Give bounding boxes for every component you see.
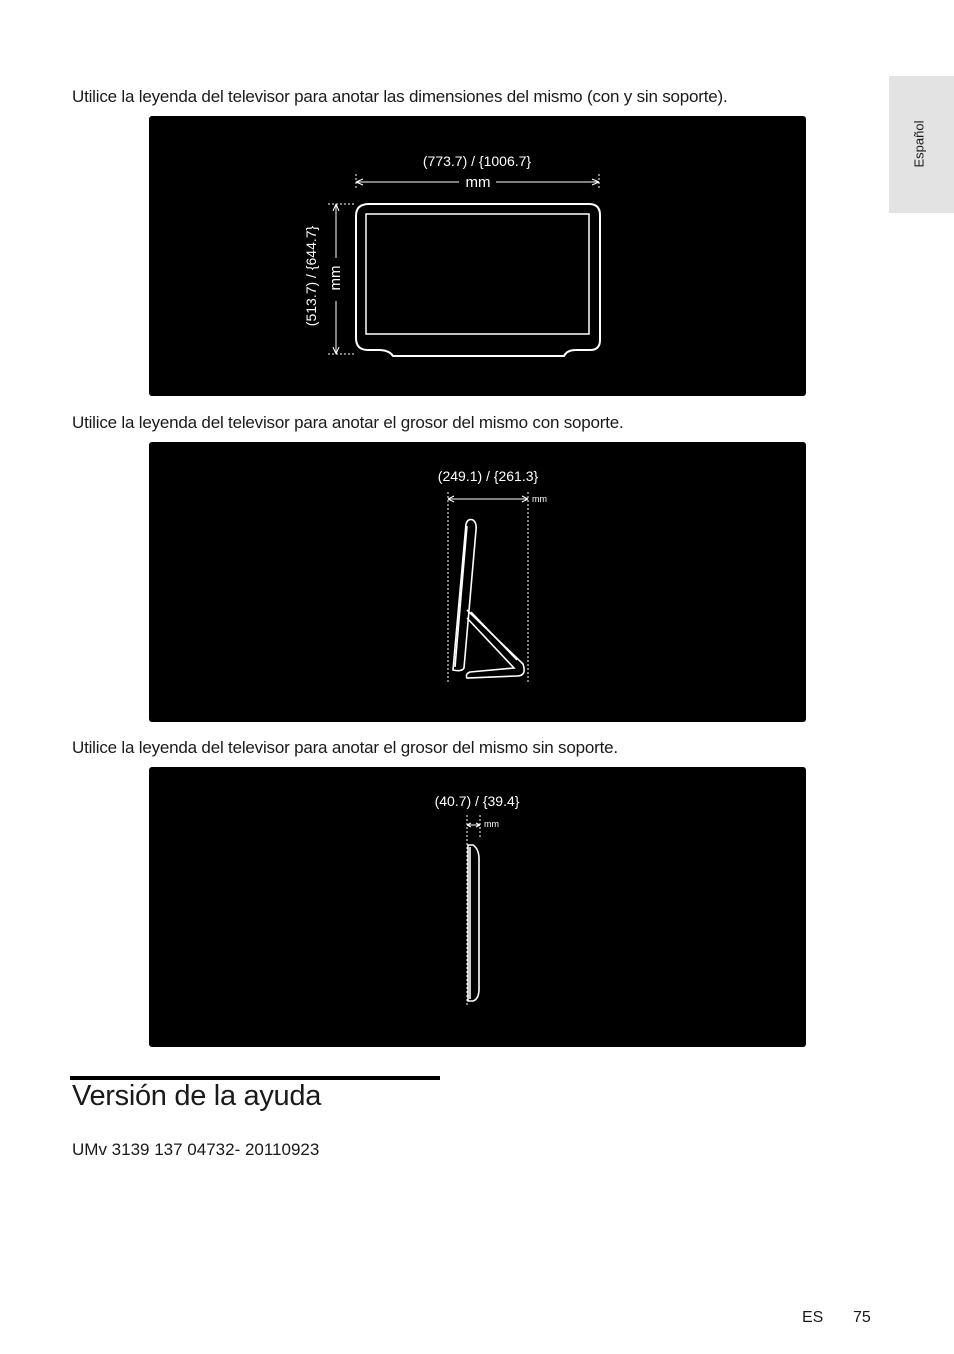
tv-front-diagram <box>149 116 806 396</box>
depth-with-stand-label: (249.1) / {261.3} <box>437 468 539 484</box>
depth-without-stand-label: (40.7) / {39.4} <box>434 793 520 809</box>
tv-side-without-stand-outline <box>468 845 479 1001</box>
height-label: (513.7) / {644.7} <box>303 225 319 327</box>
tv-side-with-stand-diagram <box>149 442 806 722</box>
height-unit: mm <box>327 265 344 291</box>
caption-dimensions: Utilice la leyenda del televisor para anotar las dimensiones del mismo (con y sin soporte). <box>72 87 728 106</box>
help-version-title: Versión de la ayuda <box>72 1080 322 1112</box>
footer-language: ES <box>802 1309 824 1326</box>
tv-side-without-stand-diagram <box>149 767 806 1047</box>
depth-without-stand-dimension-line <box>467 815 480 1007</box>
language-tab-label: Español <box>911 120 927 168</box>
caption-depth-without-stand: Utilice la leyenda del televisor para anotar el grosor del mismo sin soporte. <box>72 738 618 757</box>
help-version-text: UMv 3139 137 04732- 20110923 <box>72 1140 320 1159</box>
language-tab <box>889 76 954 213</box>
caption-depth-with-stand: Utilice la leyenda del televisor para anotar el grosor del mismo con soporte. <box>72 413 624 432</box>
page-number: 75 <box>853 1309 871 1326</box>
depth-with-stand-unit: mm <box>532 494 547 504</box>
width-unit: mm <box>465 174 491 191</box>
depth-without-stand-unit: mm <box>484 819 499 829</box>
tv-front-outline <box>356 204 600 356</box>
tv-side-with-stand-outline <box>453 520 524 679</box>
width-label: (773.7) / {1006.7} <box>422 153 532 169</box>
